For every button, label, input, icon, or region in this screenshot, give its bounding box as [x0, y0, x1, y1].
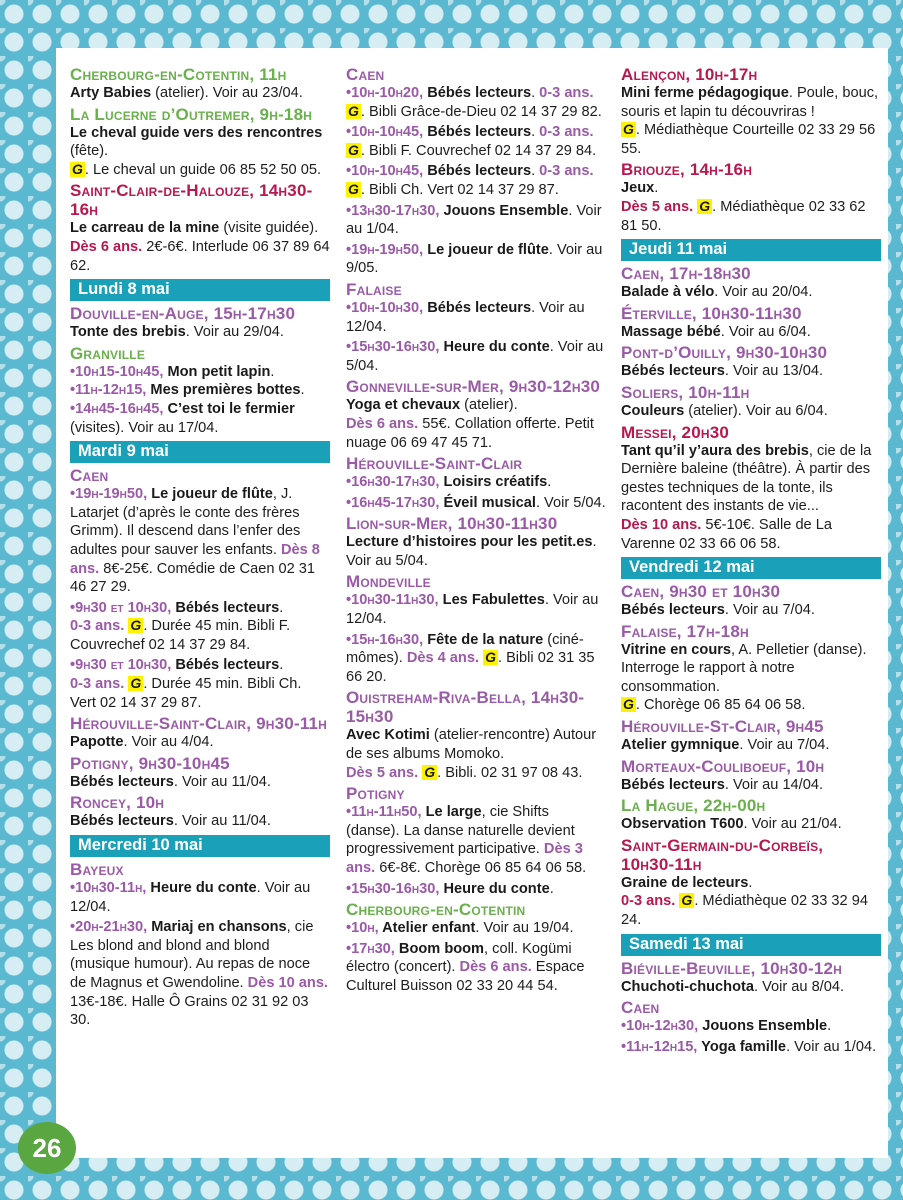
free-badge: G: [623, 121, 634, 138]
event-title: Le large: [421, 804, 482, 821]
event-item: [346, 940, 606, 996]
event-location: Bayeux: [70, 860, 124, 880]
event-item: [70, 381, 330, 400]
event-location-time: Falaise, 17h-18h: [621, 621, 749, 641]
event-details: . Voir 5/04.: [535, 494, 606, 511]
event-details: . Voir au 6/04.: [720, 323, 811, 340]
event-title: Mini ferme pédagogique: [621, 85, 789, 101]
age-label: Dès 6 ans.: [346, 415, 419, 432]
event-title: Les Fabulettes: [438, 592, 545, 609]
event-details: . Voir au 5/04.: [346, 339, 604, 374]
event-time: •15h30-16h30,: [346, 339, 440, 356]
event-time: •15h-16h30,: [346, 631, 424, 648]
event-details: . Voir au 21/04.: [743, 816, 842, 833]
event-item: [70, 599, 330, 655]
event: [70, 65, 330, 103]
event-item: [346, 162, 606, 199]
event-time: •11h-12h15,: [621, 1038, 698, 1055]
event: [621, 622, 881, 715]
event-title: Mariaj en chansons: [147, 919, 287, 936]
free-badge: G: [130, 675, 142, 692]
event-time: •16h30-17h30,: [346, 474, 440, 491]
event-details: . Voir au 9/05.: [346, 241, 603, 277]
event-details: .: [270, 363, 275, 380]
age-label: Dès 10 ans.: [621, 516, 702, 533]
event: [621, 959, 881, 997]
event-item: [621, 1017, 881, 1036]
event-time: •11h-11h50,: [346, 804, 422, 821]
event: [621, 757, 881, 795]
event-title: Atelier gymnique: [621, 737, 740, 754]
event-location-time: Saint-Germain-du-Corbeïs, 10h30-11h: [621, 835, 824, 874]
age-label: Dès 5 ans.: [346, 764, 419, 781]
event-group: [346, 454, 606, 512]
event-time: •19h-19h50,: [346, 241, 424, 258]
event-item: [346, 299, 606, 336]
event-time: •10h-10h30,: [346, 299, 424, 316]
event-title: Heure du conte: [439, 339, 550, 356]
event: [346, 688, 606, 782]
event-title: Jeux: [621, 180, 655, 197]
event-details: . Voir au 11/04.: [173, 813, 271, 830]
event-time: •13h30-17h30,: [346, 202, 440, 219]
event-details: , A. Pelletier (danse). Interroge le rapport à notre consommation.: [621, 641, 867, 695]
event-title: Avec Kotimi: [346, 727, 430, 744]
event-location-time: La Lucerne d’Outremer, 9h-18h: [70, 104, 313, 124]
event-contact: . Bibli 02 31 35 66 20.: [346, 650, 595, 685]
event-title: Fête de la nature: [423, 631, 544, 648]
event-contact: 6€-8€. Chorège 06 85 64 06 58.: [375, 860, 587, 876]
event-location-time: Lion-sur-Mer, 10h30-11h30: [346, 514, 558, 534]
event-time: •9h30 et 10h30,: [70, 599, 172, 616]
event-location: Caen: [70, 466, 109, 486]
free-badge: G: [485, 649, 496, 666]
event-details: . Voir au 19/04.: [475, 920, 574, 937]
event-details: .: [531, 163, 540, 180]
event-location: Hérouville-Saint-Clair: [346, 454, 523, 474]
event-item: [346, 338, 606, 375]
event-details: .: [827, 1018, 832, 1035]
event-title: Le joueur de flûte: [423, 241, 549, 258]
event-location-time: Soliers, 10h-11h: [621, 382, 750, 402]
event-details: . Voir au 8/04.: [753, 978, 845, 995]
event-time: •14h45-16h45,: [70, 400, 164, 417]
event-location-time: Caen, 17h-18h30: [621, 264, 751, 284]
event: [621, 343, 881, 381]
event-contact: . Bibli Ch. Vert 02 14 37 29 87.: [360, 181, 559, 198]
event-location-time: Pont-d’Ouilly, 9h30-10h30: [621, 343, 828, 363]
day-header: Mercredi 10 mai: [70, 835, 330, 857]
event-time: •15h30-16h30,: [346, 880, 440, 897]
event-title: Tonte des brebis: [70, 324, 186, 341]
event-time: •11h-12h15,: [70, 382, 147, 399]
event-contact: . Bibli F. Couvrechef 02 14 37 29 84.: [360, 142, 597, 159]
age-label: Dès 5 ans.: [621, 198, 694, 215]
event-title: Jouons Ensemble: [439, 202, 569, 219]
event: [70, 304, 330, 342]
event-details: (visites). Voir au 17/04.: [70, 419, 219, 436]
event-details: . Voir au 5/04.: [346, 534, 597, 569]
event-title: Balade à vélo: [621, 284, 715, 301]
event-details: .: [279, 657, 284, 674]
event-item: [70, 485, 330, 597]
event-title: Chuchoti-chuchota: [621, 978, 754, 995]
event-details: . Voir au 20/04.: [714, 284, 813, 301]
age-label: Dès 6 ans.: [459, 959, 532, 976]
event-group: [346, 280, 606, 375]
day-header: Lundi 8 mai: [70, 279, 330, 301]
event-item: [346, 473, 606, 492]
event-details: . Voir au 1/04.: [786, 1038, 877, 1055]
event-details: . Poule, bouc, souris et lapin tu découvriras !: [621, 85, 879, 120]
event: [621, 717, 881, 755]
free-badge: G: [699, 197, 711, 214]
event-location-time: Gonneville-sur-Mer, 9h30-12h30: [346, 377, 601, 397]
event-details: (fête).: [70, 143, 109, 160]
event-contact: 55€. Collation offerte. Petit nuage 06 69 47 45 71.: [346, 415, 594, 451]
event-location-time: Messei, 20h30: [621, 422, 730, 442]
event-details: . Voir au 14/04.: [724, 776, 824, 793]
age-label: 0-3 ans.: [621, 893, 676, 910]
event-title: Le cheval guide vers des rencontres: [70, 124, 323, 141]
event-time: •10h30-11h30,: [346, 592, 439, 609]
event-details: . Voir au 1/04.: [346, 202, 602, 238]
event-contact: . Chorège 06 85 64 06 58.: [635, 697, 806, 714]
event-contact: 5€-10€. Salle de La Varenne 02 33 66 06 58.: [621, 516, 832, 552]
event-time: •10h-12h30,: [621, 1018, 699, 1035]
event-item: [346, 803, 606, 877]
agenda-page: [56, 48, 888, 1158]
event-title: Tant qu’il y’aura des brebis: [621, 442, 809, 459]
event-item: [70, 363, 330, 382]
event-title: Loisirs créatifs: [439, 474, 548, 491]
event-time: •19h-19h50,: [70, 486, 148, 503]
event-title: Éveil musical: [439, 494, 536, 511]
event-title: Boom boom: [394, 940, 485, 957]
event-details: .: [547, 474, 552, 491]
event-details: . Voir au 12/04.: [346, 592, 599, 628]
event-item: [346, 202, 606, 239]
event: [621, 160, 881, 235]
event: [621, 836, 881, 930]
event-location-time: Morteaux-Couliboeuf, 10h: [621, 756, 825, 776]
event-location-time: Éterville, 10h30-11h30: [621, 303, 802, 323]
event-title: Bébés lecteurs: [423, 299, 532, 316]
event-location: Caen: [621, 998, 660, 1018]
event-contact: . Médiathèque 02 33 32 94 24.: [621, 893, 868, 929]
event: [621, 582, 881, 620]
event-title: Mon petit lapin: [163, 363, 271, 380]
event: [621, 65, 881, 158]
event-location-time: Caen, 9h30 et 10h30: [621, 582, 781, 602]
event-time: •10h,: [346, 920, 379, 937]
event: [621, 383, 881, 421]
event-location-time: Biéville-Beuville, 10h30-12h: [621, 958, 842, 978]
age-label: Dès 8 ans.: [70, 541, 320, 577]
event-title: Vitrine en cours: [621, 641, 732, 658]
event-details: . Voir au 11/04.: [173, 773, 271, 790]
event-location-time: Douville-en-Auge, 15h-17h30: [70, 304, 296, 324]
event-details: . Voir au 13/04.: [724, 363, 824, 380]
event-item: [70, 879, 330, 916]
event-time: •9h30 et 10h30,: [70, 657, 172, 674]
event-details: .: [654, 180, 659, 197]
event-group: [346, 900, 606, 995]
event-location-time: La Hague, 22h-00h: [621, 796, 766, 816]
event-contact: 2€-6€. Interlude 06 37 89 64 62.: [70, 238, 330, 274]
free-badge: G: [424, 763, 436, 780]
event-time: •10h-10h45,: [346, 163, 424, 180]
event-contact: Espace Culturel Buisson 02 33 20 44 54.: [346, 959, 585, 994]
age-label: 0-3 ans.: [539, 124, 594, 141]
event-title: Bébés lecteurs: [423, 163, 532, 180]
event-location: Granville: [70, 343, 146, 363]
event-title: Atelier enfant: [378, 920, 476, 937]
event-contact: 8€-25€. Comédie de Caen 02 31 46 27 29.: [70, 560, 316, 596]
event-title: Arty Babies: [70, 85, 152, 101]
event-item: [346, 123, 606, 160]
day-header: Jeudi 11 mai: [621, 239, 881, 261]
event-details: . Voir au 12/04.: [70, 880, 311, 915]
event-group: [70, 466, 330, 712]
event-time: •20h-21h30,: [70, 919, 148, 936]
event-time: •16h45-17h30,: [346, 494, 440, 511]
event-location-time: Hérouville-St-Clair, 9h45: [621, 717, 824, 737]
column-2: [346, 64, 606, 998]
age-label: 0-3 ans.: [539, 163, 594, 180]
event-time: •17h30,: [346, 940, 395, 957]
free-badge: G: [681, 892, 693, 909]
event-group: [346, 572, 606, 686]
event-item: [346, 631, 606, 687]
event-title: Jouons Ensemble: [698, 1018, 828, 1035]
event-details: , cie Shifts (danse). La danse naturelle devient progressivement participative.: [346, 804, 575, 858]
day-header: Samedi 13 mai: [621, 934, 881, 956]
event-details: .: [549, 880, 554, 897]
event-item: [346, 241, 606, 278]
event-location-time: Cherbourg-en-Cotentin, 11h: [70, 65, 287, 84]
event-title: Heure du conte: [439, 880, 550, 897]
event: [70, 754, 330, 792]
event-location-time: Roncey, 10h: [70, 793, 165, 813]
event-details: .: [279, 599, 284, 616]
event-details: .: [531, 85, 540, 101]
event: [70, 105, 330, 180]
event-title: Le carreau de la mine: [70, 220, 220, 237]
event-item: [70, 656, 330, 712]
event-title: Lecture d’histoires pour les petit.es: [346, 534, 593, 551]
event: [70, 793, 330, 831]
event-details: .: [531, 124, 540, 141]
event-item: [346, 919, 606, 938]
day-header: Mardi 9 mai: [70, 441, 330, 463]
event-title: Bébés lecteurs: [171, 657, 280, 674]
event-time: •10h30-11h,: [70, 880, 147, 897]
event-location-time: Briouze, 14h-16h: [621, 160, 753, 180]
event-details: , J. Latarjet (d’après le conte des frères Grimm). Il descend dans l’enfer des adultes pour sauver les enfants.: [70, 486, 301, 558]
event-location-time: Ouistreham-Riva-Bella, 14h30-15h30: [346, 688, 585, 727]
free-badge: G: [348, 180, 359, 197]
event-title: Bébés lecteurs: [423, 85, 532, 101]
event-location: Falaise: [346, 279, 402, 299]
age-label: Dès 10 ans.: [247, 975, 328, 991]
event-details: (ciné-mômes).: [346, 631, 584, 667]
event-contact: . Durée 45 min. Bibli F. Couvrechef 02 14 37 29 84.: [70, 618, 291, 653]
event-item: [346, 84, 606, 121]
event: [70, 714, 330, 752]
event-location: Mondeville: [346, 572, 431, 592]
event-time: •10h15-10h45,: [70, 363, 164, 380]
event-title: Bébés lecteurs: [423, 124, 532, 141]
free-badge: G: [72, 160, 83, 177]
event-group: [346, 784, 606, 898]
event-details: . Voir au 7/04.: [724, 602, 815, 619]
event-title: Couleurs: [621, 402, 685, 419]
event-item: [346, 880, 606, 899]
event-details: , cie Les blond and blond and blond (musique humour). Au repas de noce de Magnus et Gwendoline.: [70, 919, 314, 991]
event-location-time: Saint-Clair-de-Halouze, 14h30-16h: [70, 181, 313, 220]
event-contact: 13€-18€. Halle Ô Grains 02 31 92 03 30.: [70, 993, 309, 1029]
event-details: . Voir au 7/04.: [739, 737, 830, 754]
event-contact: . Bibli Grâce-de-Dieu 02 14 37 29 82.: [360, 103, 602, 120]
event-location: Caen: [346, 65, 385, 84]
event-location: Cherbourg-en-Cotentin: [346, 900, 526, 920]
event-details: , coll. Kogümi électro (concert).: [346, 940, 572, 976]
event-details: , cie de la Dernière baleine (théâtre). À partir des gestes techniques de la tonte, ils racontent des instants de vie...: [621, 442, 872, 515]
event-title: Bébés lecteurs: [621, 776, 725, 793]
event-title: Heure du conte: [146, 880, 257, 897]
event-details: . Voir au 29/04.: [185, 324, 284, 341]
event-details: (atelier-rencontre) Autour de ses albums Momoko.: [346, 727, 597, 763]
free-badge: G: [130, 617, 142, 634]
event-item: [70, 400, 330, 437]
event: [70, 181, 330, 275]
age-label: Dès 4 ans.: [406, 650, 480, 667]
event-details: .: [748, 874, 753, 891]
event-title: Bébés lecteurs: [171, 599, 280, 616]
event-title: Observation T600: [621, 816, 744, 833]
page-number-badge: 26: [18, 1122, 76, 1174]
event-time: •10h-10h45,: [346, 124, 424, 141]
event-contact: . Médiathèque 02 33 62 81 50.: [621, 198, 866, 234]
event-location-time: Hérouville-Saint-Clair, 9h30-11h: [70, 714, 328, 734]
event-details: (visite guidée).: [219, 220, 319, 237]
event-details: . Voir au 12/04.: [346, 299, 585, 335]
event-title: Papotte: [70, 734, 124, 751]
event-title: Yoga et chevaux: [346, 397, 461, 414]
event-title: Le joueur de flûte: [147, 486, 273, 503]
event-location-time: Alençon, 10h-17h: [621, 65, 758, 84]
event-title: Bébés lecteurs: [70, 773, 174, 790]
event: [621, 304, 881, 342]
free-badge: G: [348, 141, 359, 158]
event: [346, 377, 606, 452]
age-label: 0-3 ans.: [539, 85, 594, 101]
event-details: . Voir au 4/04.: [123, 734, 214, 751]
event-item: [346, 494, 606, 513]
age-label: Dès 3 ans.: [346, 841, 583, 876]
event-details: (atelier). Voir au 6/04.: [684, 402, 828, 419]
day-header: Vendredi 12 mai: [621, 557, 881, 579]
event-title: Bébés lecteurs: [70, 813, 174, 830]
event-location: Potigny: [346, 784, 405, 804]
free-badge: G: [348, 102, 359, 119]
event-title: C’est toi le fermier: [163, 400, 295, 417]
event-group: [346, 65, 606, 278]
age-label: 0-3 ans.: [70, 676, 125, 693]
event-title: Graine de lecteurs: [621, 874, 749, 891]
age-label: Dès 6 ans.: [70, 238, 143, 255]
event-title: Yoga famille: [697, 1038, 787, 1055]
event-time: •10h-10h20,: [346, 85, 424, 101]
event-contact: . Bibli. 02 31 97 08 43.: [437, 764, 583, 781]
event-title: Massage bébé: [621, 323, 721, 340]
event-item: [621, 1038, 881, 1057]
event-item: [70, 918, 330, 1030]
column-1: [70, 64, 330, 1032]
free-badge: G: [623, 696, 634, 713]
event-contact: . Durée 45 min. Bibli Ch. Vert 02 14 37 29 87.: [70, 676, 302, 711]
event-location-time: Potigny, 9h30-10h45: [70, 753, 230, 773]
event: [346, 514, 606, 570]
event: [621, 264, 881, 302]
event-details: (atelier).: [460, 397, 518, 414]
event-details: .: [300, 382, 305, 399]
event-details: (atelier). Voir au 23/04.: [151, 85, 303, 101]
event-contact: . Le cheval un guide 06 85 52 50 05.: [84, 161, 322, 178]
event-title: Bébés lecteurs: [621, 602, 725, 619]
age-label: 0-3 ans.: [70, 618, 125, 635]
event-group: [70, 860, 330, 1030]
event-title: Bébés lecteurs: [621, 363, 725, 380]
event: [621, 796, 881, 834]
event-item: [346, 591, 606, 628]
event-title: Mes premières bottes: [146, 382, 301, 399]
event: [621, 423, 881, 554]
event-group: [70, 344, 330, 437]
event-group: [621, 998, 881, 1056]
column-3: [621, 64, 881, 1058]
event-contact: . Médiathèque Courteille 02 33 29 56 55.: [621, 122, 876, 157]
